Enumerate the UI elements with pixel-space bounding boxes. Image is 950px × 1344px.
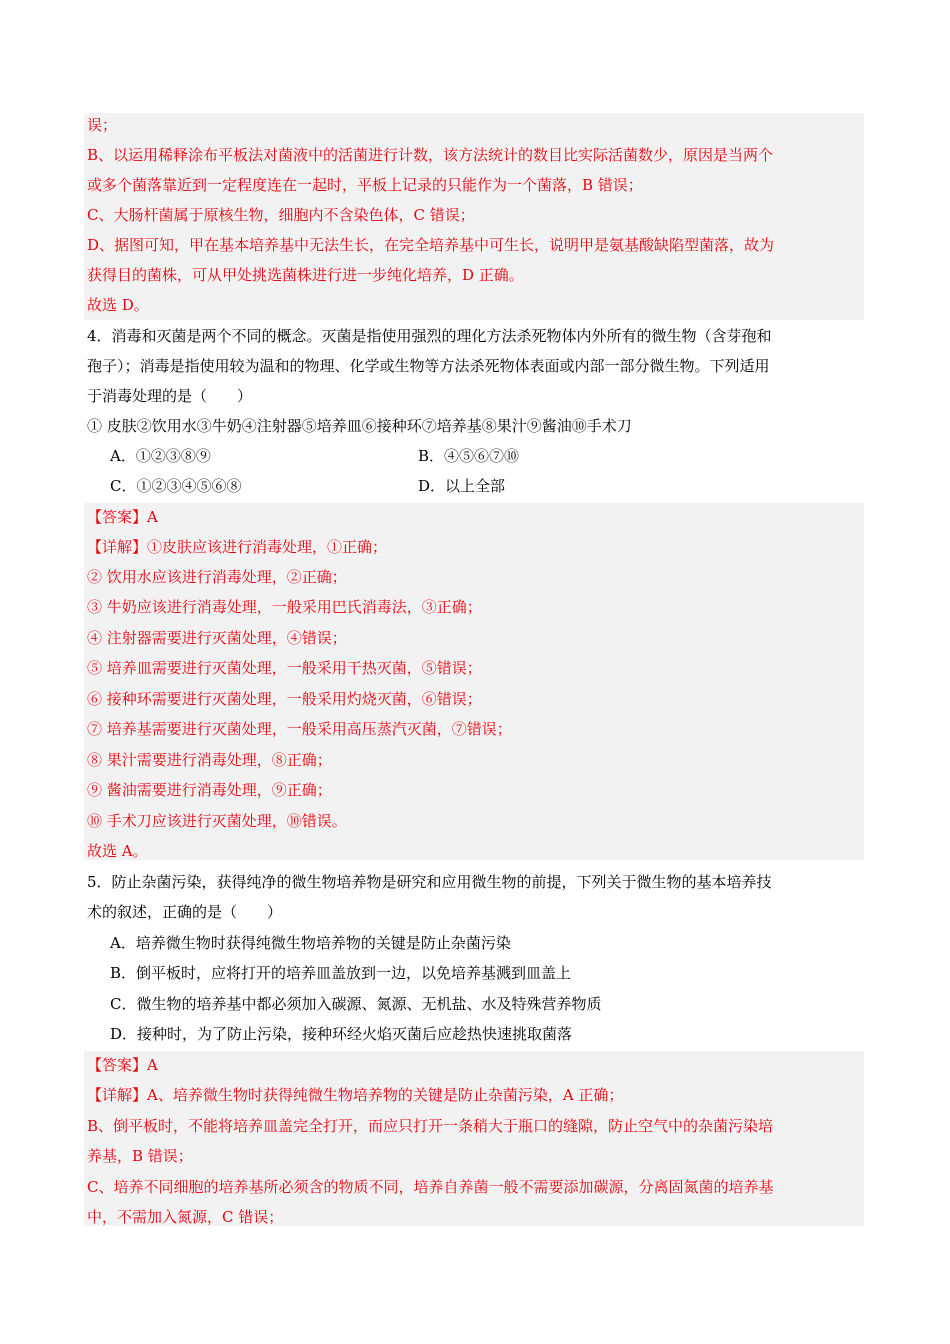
q4-items: ① 皮肤②饮用水③牛奶④注射器⑤培养皿⑥接种环⑦培养基⑧果汁⑨酱油⑩手术刀 [87,417,632,435]
q3-conclusion: 故选 D。 [87,296,149,314]
q4-detail-line: ⑤ 培养皿需要进行灭菌处理，一般采用干热灭菌，⑤错误； [87,659,482,677]
q4-detail-line: ⑦ 培养基需要进行灭菌处理，一般采用高压蒸汽灭菌，⑦错误； [87,720,512,738]
q4-detail-line: ④ 注射器需要进行灭菌处理，④错误； [87,629,347,647]
q4-detail-line: ⑧ 果汁需要进行消毒处理，⑧正确； [87,751,332,769]
q5-detail-line: 养基，B 错误； [87,1147,193,1165]
q5-detail-line: 【详解】A、培养微生物时获得纯微生物培养物的关键是防止杂菌污染，A 正确； [87,1086,624,1104]
q4-detail-line: 【详解】①皮肤应该进行消毒处理，①正确； [87,538,388,556]
q4-option-a: A．①②③⑧⑨ [110,447,211,465]
q4-detail-line: ⑥ 接种环需要进行灭菌处理，一般采用灼烧灭菌，⑥错误； [87,690,482,708]
q4-detail-line: ③ 牛奶应该进行消毒处理，一般采用巴氏消毒法，③正确； [87,598,482,616]
q5-option-b: B．倒平板时，应将打开的培养皿盖放到一边，以免培养基溅到皿盖上 [110,964,572,982]
q5-detail-line: 中，不需加入氮源，C 错误； [87,1208,284,1226]
q5-answer: 【答案】A [87,1056,158,1074]
q4-detail-line: ⑨ 酱油需要进行消毒处理，⑨正确； [87,781,332,799]
q4-stem-line: 孢子）；消毒是指使用较为温和的物理、化学或生物等方法杀死物体表面或内部一部分微生物。下列适用 [87,357,770,375]
q5-option-a: A．培养微生物时获得纯微生物培养物的关键是防止杂菌污染 [110,934,511,952]
q4-conclusion: 故选 A。 [87,842,148,860]
q4-answer: 【答案】A [87,508,158,526]
q3-detail-line: 获得目的菌株，可从甲处挑选菌株进行进一步纯化培养，D 正确。 [87,266,524,284]
q4-stem-line: 4．消毒和灭菌是两个不同的概念。灭菌是指使用强烈的理化方法杀死物体内外所有的微生物（含芽孢和 [87,327,772,345]
q4-option-d: D．以上全部 [418,477,506,495]
q3-detail-line: 或多个菌落靠近到一定程度连在一起时，平板上记录的只能作为一个菌落，B 错误； [87,176,643,194]
q5-stem-line: 5．防止杂菌污染，获得纯净的微生物培养物是研究和应用微生物的前提，下列关于微生物的基本培养技 [87,873,772,891]
q5-detail-line: B、倒平板时，不能将培养皿盖完全打开，而应只打开一条稍大于瓶口的缝隙，防止空气中的杂菌污染培 [87,1117,774,1135]
q5-option-c: C．微生物的培养基中都必须加入碳源、氮源、无机盐、水及特殊营养物质 [110,995,602,1013]
q5-stem-line: 术的叙述，正确的是（ ） [87,903,283,921]
q3-detail-line: C、大肠杆菌属于原核生物，细胞内不含染色体，C 错误； [87,206,475,224]
q4-detail-line: ② 饮用水应该进行消毒处理，②正确； [87,568,347,586]
q4-option-c: C．①②③④⑤⑥⑧ [110,477,242,495]
q3-detail-line: B、以运用稀释涂布平板法对菌液中的活菌进行计数，该方法统计的数目比实际活菌数少，原因是当两个 [87,146,774,164]
q4-detail-line: ⑩ 手术刀应该进行灭菌处理，⑩错误。 [87,812,347,830]
q5-option-d: D．接种时，为了防止污染，接种环经火焰灭菌后应趁热快速挑取菌落 [110,1025,573,1043]
q4-stem-line: 于消毒处理的是（ ） [87,387,253,405]
q5-detail-line: C、培养不同细胞的培养基所必须含的物质不同，培养自养菌一般不需要添加碳源，分离固氮菌的培养基 [87,1178,774,1196]
q3-detail-line: D、据图可知，甲在基本培养基中无法生长，在完全培养基中可生长，说明甲是氨基酸缺陷型菌落，故为 [87,236,775,254]
q4-option-b: B．④⑤⑥⑦⑩ [418,447,520,465]
q3-detail-line: 误； [87,116,118,134]
